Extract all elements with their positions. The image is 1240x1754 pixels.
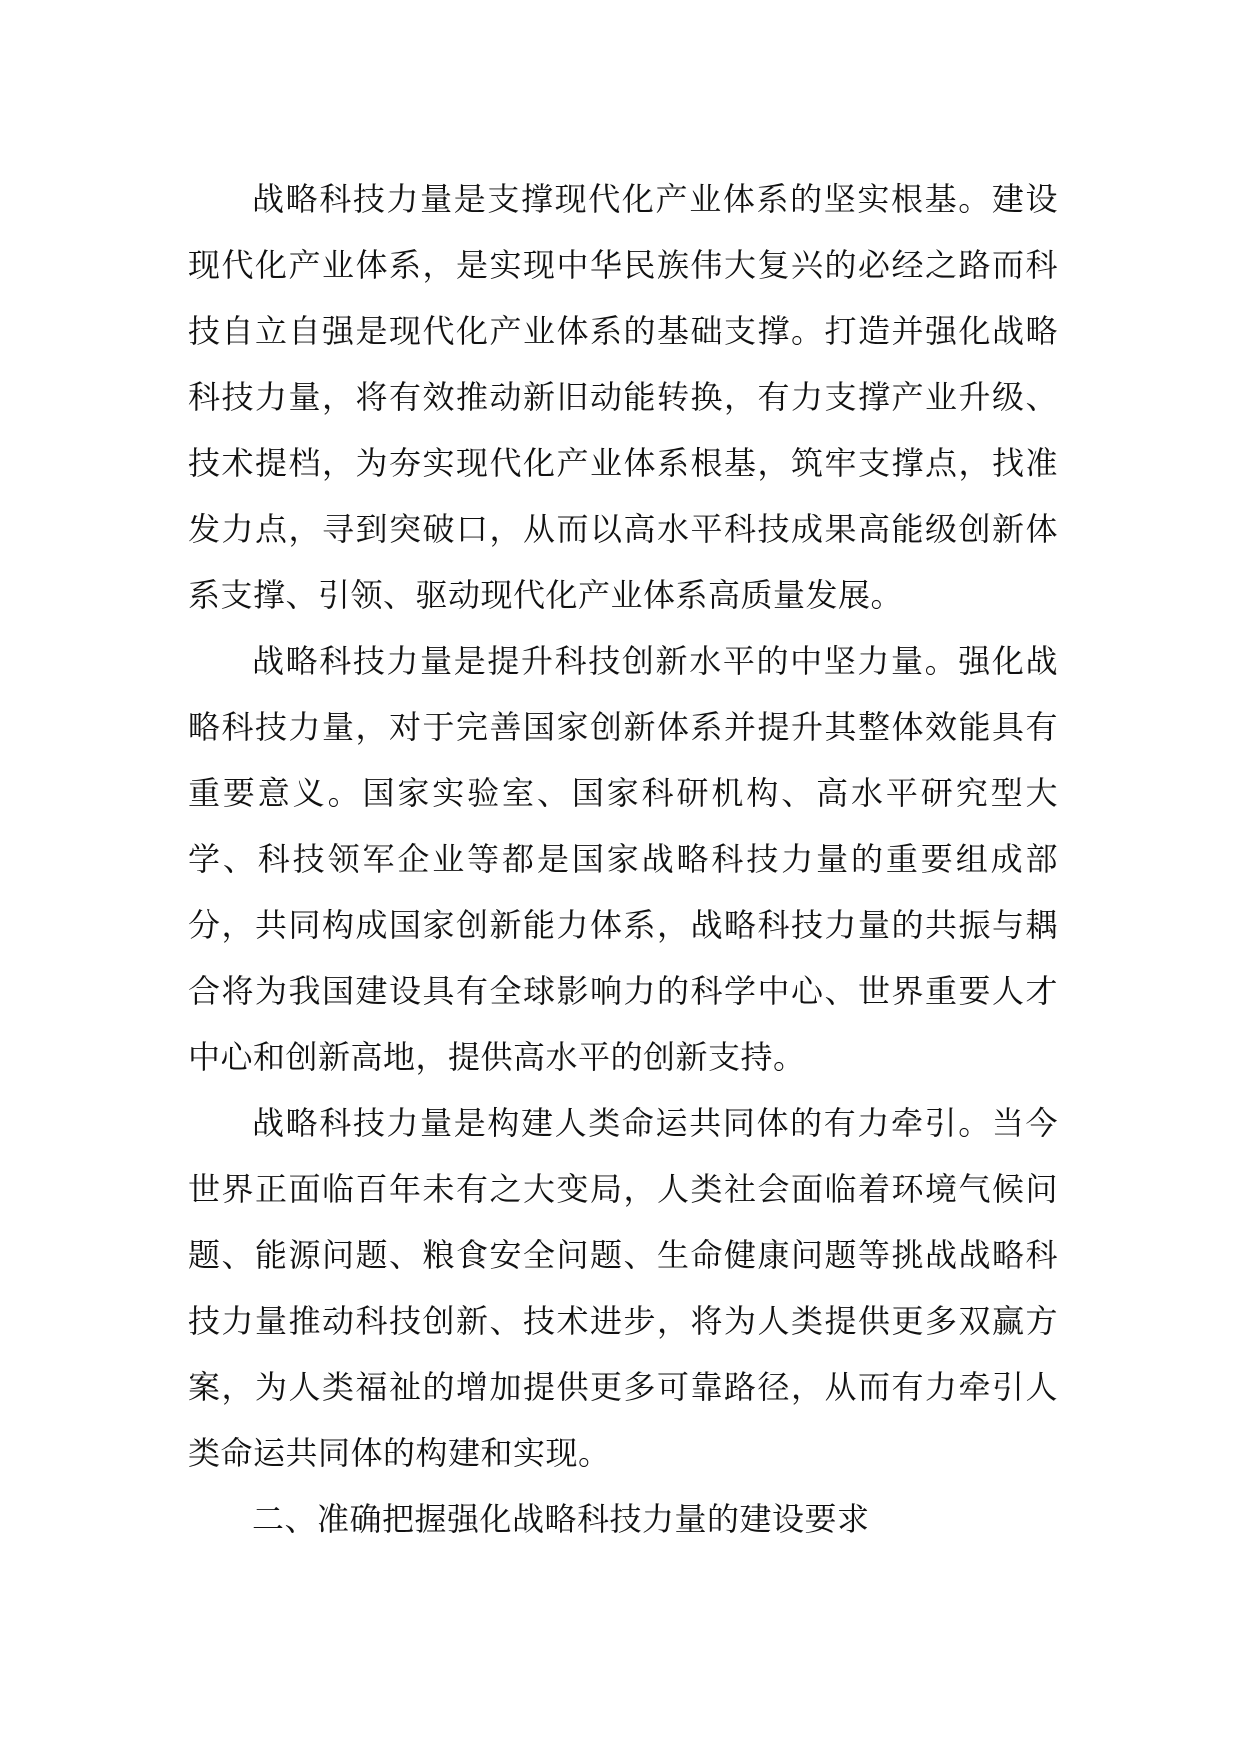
paragraph-shared-future: 战略科技力量是构建人类命运共同体的有力牵引。当今世界正面临百年未有之大变局，人类社会面临着环境气候问题、能源问题、粮食安全问题、生命健康问题等挑战战略科技力量推动科技创新、技术进步，将为人类提供更多双赢方案，为人类福祉的增加提供更多可靠路径，从而有力牵引人类命运共同体的构建和实现。 xyxy=(188,1104,1058,1472)
paragraph-industrial-system: 战略科技力量是支撑现代化产业体系的坚实根基。建设现代化产业体系，是实现中华民族伟大复兴的必经之路而科技自立自强是现代化产业体系的基础支撑。打造并强化战略科技力量，将有效推动新旧动能转换，有力支撑产业升级、技术提档，为夯实现代化产业体系根基，筑牢支撑点，找准发力点，寻到突破口，从而以高水平科技成果高能级创新体系支撑、引领、驱动现代化产业体系高质量发展。 xyxy=(188,180,1058,614)
document-body xyxy=(188,166,1058,1552)
section-heading: 二、准确把握强化战略科技力量的建设要求 xyxy=(252,1500,870,1538)
paragraph-innovation-level: 战略科技力量是提升科技创新水平的中坚力量。强化战略科技力量，对于完善国家创新体系并提升其整体效能具有重要意义。国家实验室、国家科研机构、高水平研究型大学、科技领军企业等都是国家战略科技力量的重要组成部分，共同构成国家创新能力体系，战略科技力量的共振与耦合将为我国建设具有全球影响力的科学中心、世界重要人才中心和创新高地，提供高水平的创新支持。 xyxy=(188,642,1058,1076)
